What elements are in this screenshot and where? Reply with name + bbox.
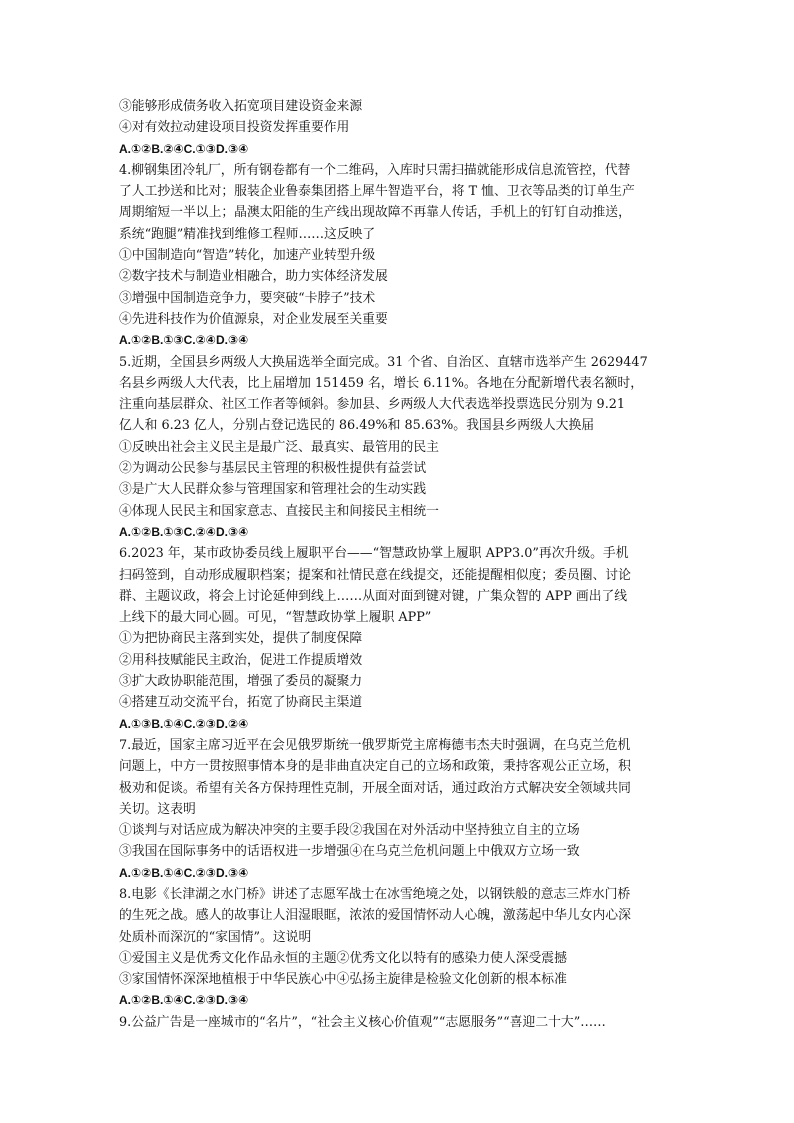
question-6-stem: 6.2023 年，某市政协委员线上履职平台——“智慧政协掌上履职 APP3.0”再次升级。手机: [119, 546, 629, 562]
option-line: ①中国制造向“智造”转化，加速产业转型升级: [119, 248, 376, 264]
option-line: ①反映出社会主义民主是最广泛、最真实、最管用的民主: [119, 439, 439, 455]
option-line: ④搭建互动交流平台，拓宽了协商民主渠道: [119, 695, 363, 711]
option-line: ③家国情怀深深地植根于中华民族心中④弘扬主旋律是检验文化创新的根本标准: [119, 972, 567, 988]
question-7-stem: 问题上，中方一贯按照事情本身的是非曲直决定自己的立场和政策，秉持客观公正立场，积: [119, 759, 631, 775]
question-9-stem: 9.公益广告是一座城市的“名片”，“社会主义核心价值观”“志愿服务”“喜迎二十大”……: [119, 1014, 606, 1030]
option-line: ③是广大人民群众参与管理国家和管理社会的生动实践: [119, 482, 427, 498]
question-4-stem: 系统“跑腿”精准找到维修工程师……这反映了: [119, 226, 376, 242]
question-8-stem: 8.电影《长津湖之水门桥》讲述了志愿军战士在冰雪绝境之处，以钢铁般的意志三炸水门桥: [119, 886, 631, 902]
question-4-stem: 周期缩短一半以上；晶澳太阳能的生产线出现故障不再靠人传话，手机上的钉钉自动推送，: [119, 205, 631, 221]
option-line: ②为调动公民参与基层民主管理的积极性提供有益尝试: [119, 461, 427, 477]
answer-choices: A.①②B.①④C.②③D.③④: [119, 993, 249, 1008]
question-7-stem: 关切。这表明: [119, 801, 196, 817]
question-4-stem: 了人工抄送和比对；服装企业鲁泰集团搭上犀牛智造平台，将 T 恤、卫衣等品类的订单生产: [119, 184, 635, 200]
question-8-stem: 处质朴而深沉的“家国情”。这说明: [119, 929, 312, 945]
option-line: ④体现人民民主和国家意志、直接民主和间接民主相统一: [119, 503, 439, 519]
option-line: ③我国在国际事务中的话语权进一步增强④在乌克兰危机问题上中俄双方立场一致: [119, 844, 580, 860]
answer-choices: A.①③B.①④C.②③D.②④: [119, 716, 249, 731]
option-line: ②数字技术与制造业相融合，助力实体经济发展: [119, 269, 388, 285]
option-line: ①为把协商民主落到实处，提供了制度保障: [119, 631, 363, 647]
option-line: ③增强中国制造竞争力，要突破“卡脖子”技术: [119, 290, 376, 306]
exam-page-body: [119, 96, 684, 1033]
option-line: ①谈判与对话应成为解决冲突的主要手段②我国在对外活动中坚持独立自主的立场: [119, 823, 580, 839]
question-6-stem: 上线下的最大同心圆。可见，“智慧政协掌上履职 APP”: [119, 610, 432, 626]
answer-choices: A.①②B.②④C.①③D.③④: [119, 141, 249, 156]
question-5-stem: 名县乡两级人大代表，比上届增加 151459 名，增长 6.11%。各地在分配新增代表名额时，: [119, 375, 644, 391]
question-7-stem: 7.最近，国家主席习近平在会见俄罗斯统一俄罗斯党主席梅德韦杰夫时强调，在乌克兰危机: [119, 737, 631, 753]
option-line: ④对有效拉动建设项目投资发挥重要作用: [119, 120, 350, 136]
option-line: ②用科技赋能民主政治，促进工作提质增效: [119, 652, 363, 668]
option-line: ③扩大政协职能范围，增强了委员的凝聚力: [119, 674, 363, 690]
answer-choices: A.①②B.①④C.②③D.③④: [119, 865, 249, 880]
answer-choices: A.①②B.①③C.②④D.③④: [119, 524, 249, 539]
question-4-stem: 4.柳钢集团冷轧厂，所有钢卷都有一个二维码，入库时只需扫描就能形成信息流管控，代替: [119, 162, 631, 178]
option-line: ③能够形成债务收入拓宽项目建设资金来源: [119, 99, 363, 114]
question-7-stem: 极劝和促谈。希望有关各方保持理性克制，开展全面对话，通过政治方式解决安全领域共同: [119, 780, 631, 796]
question-5-stem: 5.近期，全国县乡两级人大换届选举全面完成。31 个省、自治区、直辖市选举产生 2629447: [119, 354, 648, 370]
question-8-stem: 的生死之战。感人的故事让人泪湿眼眶，浓浓的爱国情怀动人心魄，激荡起中华儿女内心深: [119, 908, 631, 924]
question-6-stem: 群、主题议政，将会上讨论延伸到线上……从面对面到键对键，广集众智的 APP 画出了线: [119, 588, 628, 604]
question-5-stem: 亿人和 6.23 亿人，分别占登记选民的 86.49%和 85.63%。我国县乡两级人大换届: [119, 418, 595, 434]
answer-choices: A.①②B.①③C.②④D.③④: [119, 333, 249, 348]
question-6-stem: 扫码签到，自动形成履职档案；提案和社情民意在线提交，还能提醒相似度；委员圈、讨论: [119, 567, 631, 583]
option-line: ①爱国主义是优秀文化作品永恒的主题②优秀文化以特有的感染力使人深受震撼: [119, 950, 567, 966]
question-5-stem: 注重向基层群众、社区工作者等倾斜。参加县、乡两级人大代表选举投票选民分别为 9.21: [119, 397, 626, 413]
option-line: ④先进科技作为价值源泉，对企业发展至关重要: [119, 311, 388, 327]
